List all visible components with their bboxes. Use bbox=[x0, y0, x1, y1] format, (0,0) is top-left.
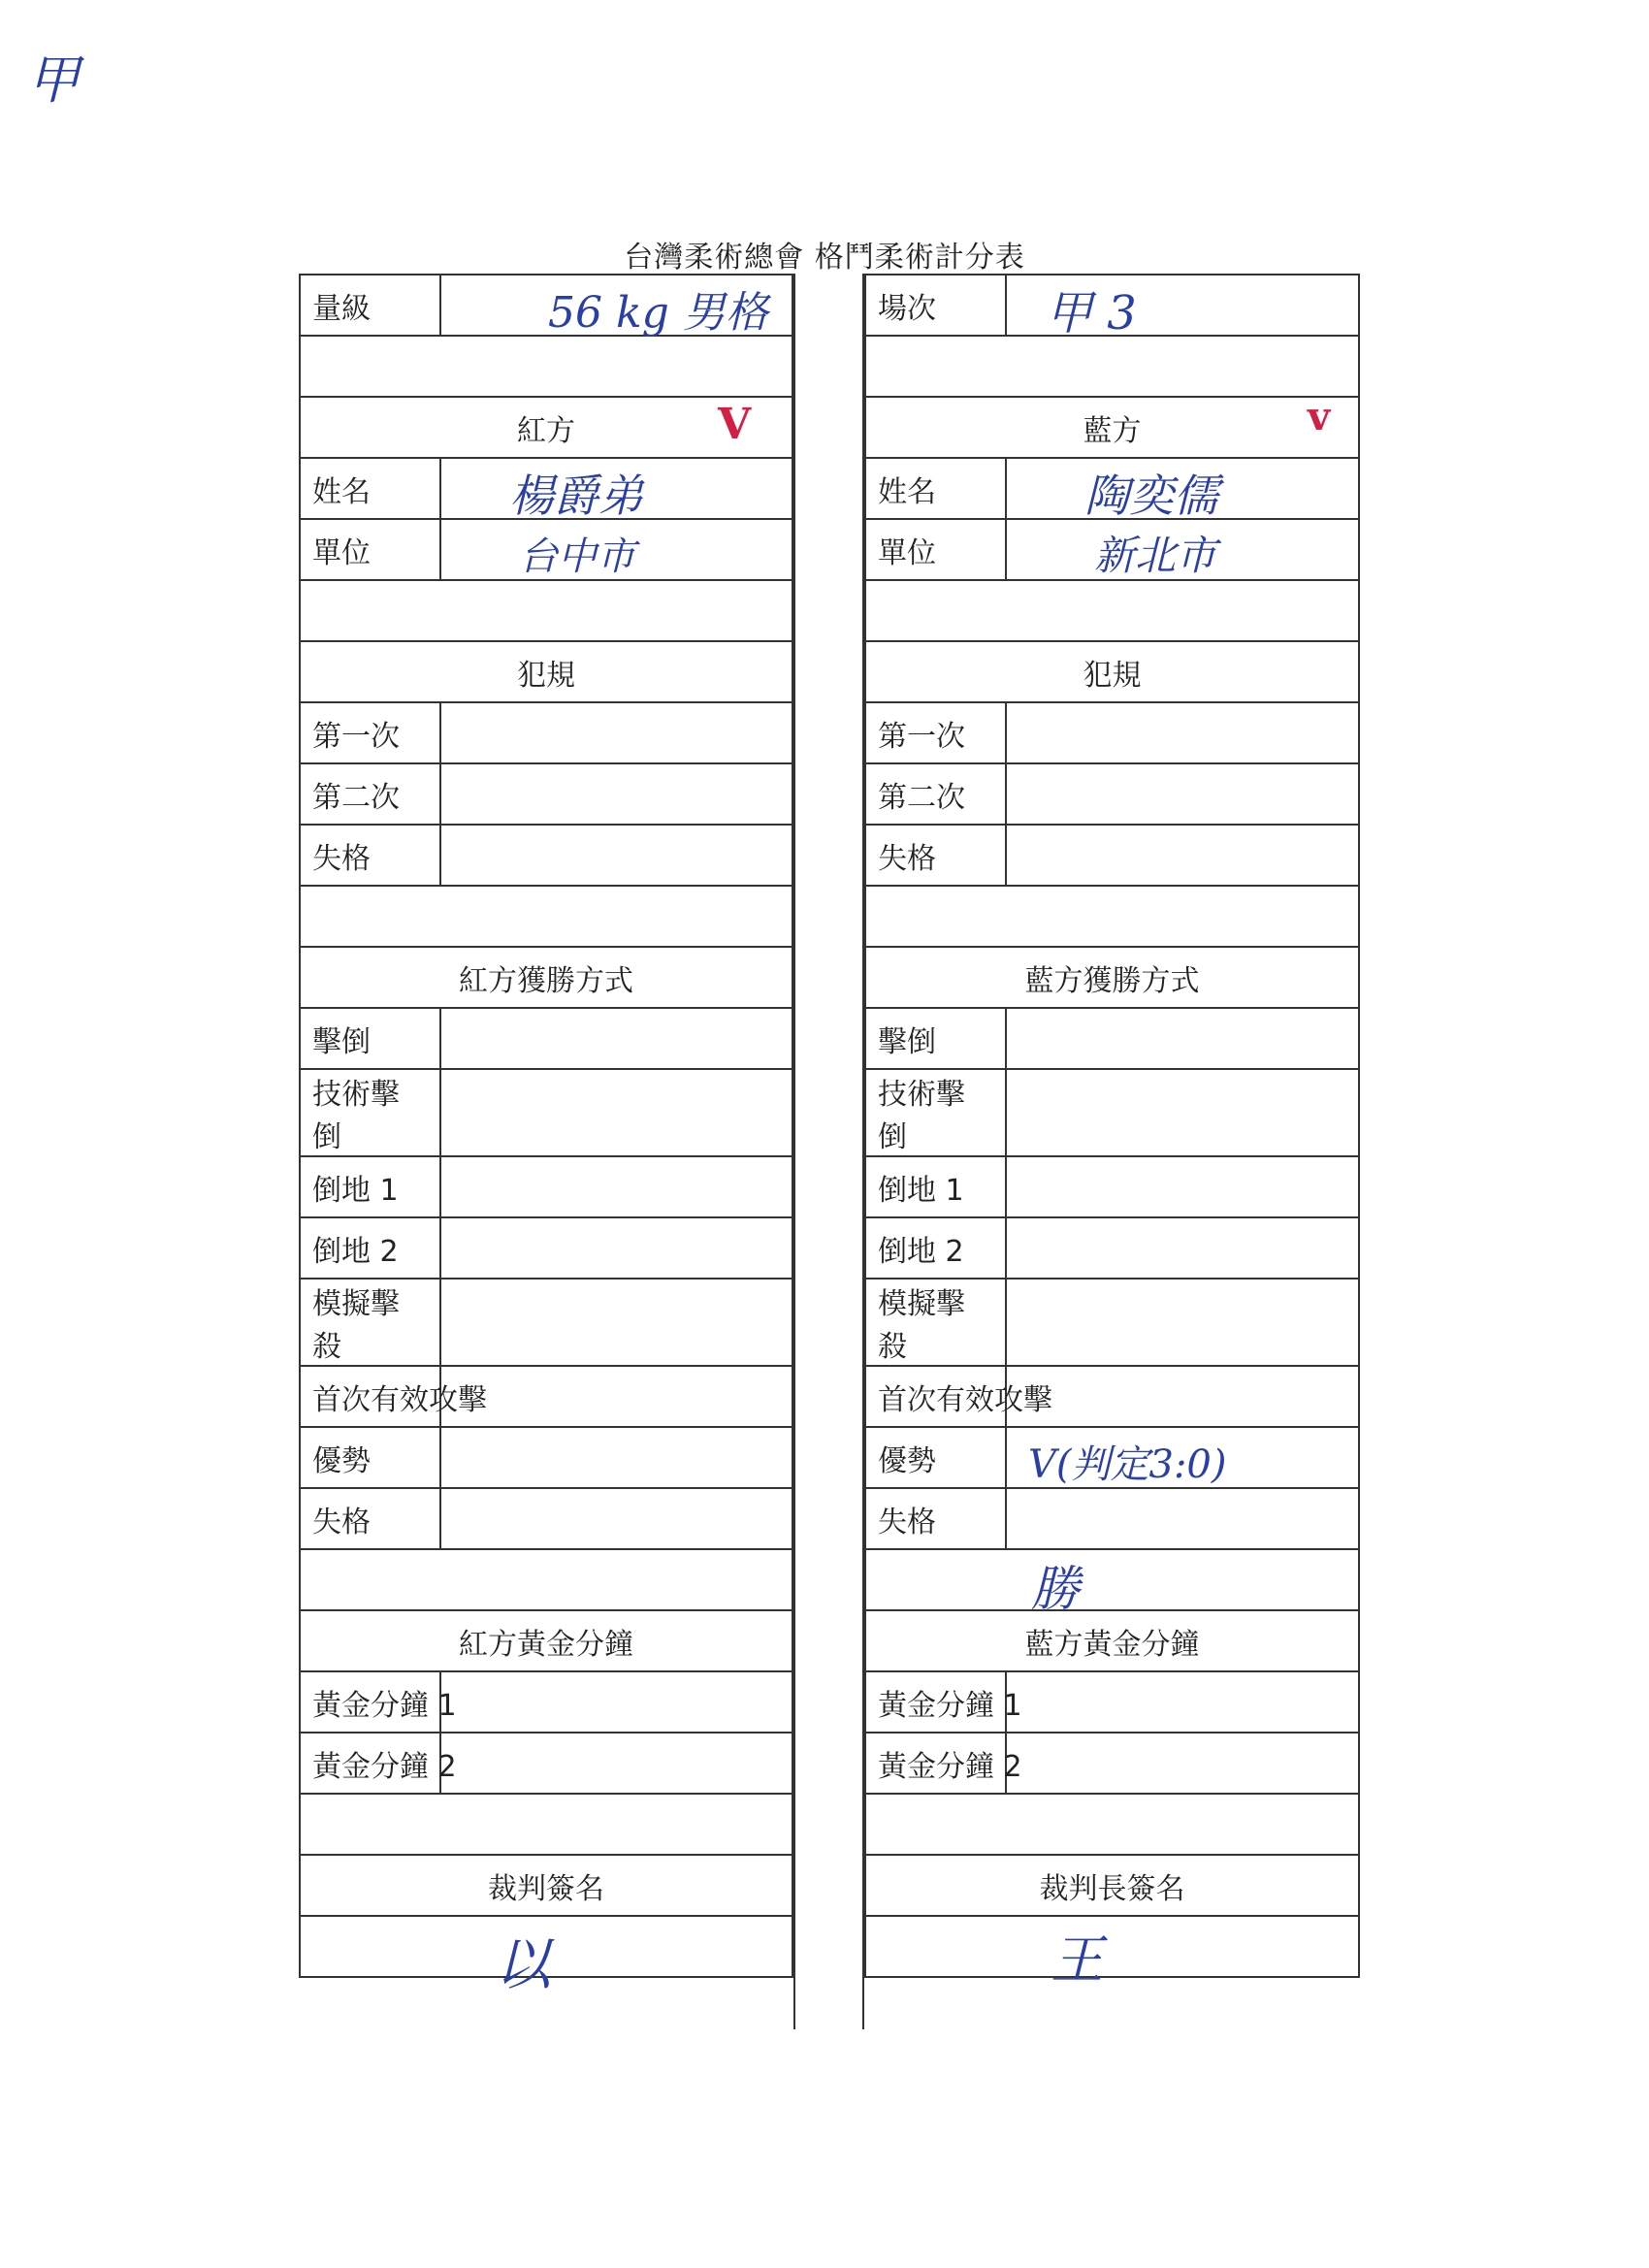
blue-golden-label: 黃金分鐘 1 bbox=[865, 1671, 1006, 1733]
red-golden-field[interactable] bbox=[440, 1733, 792, 1794]
blue-foul-field[interactable] bbox=[1006, 825, 1359, 886]
weight-class-value: 56 kg 男格 bbox=[548, 288, 768, 338]
blue-golden-field[interactable] bbox=[1006, 1733, 1359, 1794]
blue-unit-value: 新北市 bbox=[1094, 532, 1217, 579]
red-win-field[interactable] bbox=[440, 1427, 792, 1488]
red-win-field[interactable] bbox=[440, 1366, 792, 1427]
weight-class-field[interactable] bbox=[440, 275, 792, 336]
blue-win-field[interactable] bbox=[1006, 1279, 1359, 1366]
blue-win-label: 倒地 2 bbox=[865, 1217, 1006, 1279]
spacer-row bbox=[300, 336, 792, 397]
red-fouls-header: 犯規 bbox=[300, 641, 792, 702]
match-no-label: 場次 bbox=[865, 275, 1006, 336]
red-name-field[interactable] bbox=[440, 458, 792, 522]
spacer-row bbox=[865, 886, 1359, 947]
blue-foul-label: 失格 bbox=[865, 825, 1006, 886]
blue-win-field[interactable] bbox=[1006, 1488, 1359, 1549]
blue-win-label: 倒地 1 bbox=[865, 1156, 1006, 1217]
red-score-table bbox=[299, 274, 793, 1997]
center-divider bbox=[793, 274, 864, 2029]
blue-golden-field[interactable] bbox=[1006, 1671, 1359, 1733]
referee-signature: 以 bbox=[495, 1931, 552, 1997]
red-check-mark: V bbox=[718, 400, 752, 449]
spacer-row bbox=[865, 336, 1359, 397]
chief-referee-signature-field[interactable] bbox=[865, 1916, 1359, 1991]
red-name-label: 姓名 bbox=[300, 458, 440, 519]
red-win-field[interactable] bbox=[440, 1217, 792, 1279]
chief-referee-signature: 王 bbox=[1051, 1929, 1103, 1991]
red-unit-value: 台中市 bbox=[519, 535, 635, 579]
red-golden-field[interactable] bbox=[440, 1671, 792, 1733]
spacer-row bbox=[865, 1794, 1359, 1855]
blue-unit-field[interactable] bbox=[1006, 519, 1359, 580]
chief-referee-signature-header: 裁判長簽名 bbox=[865, 1855, 1359, 1916]
red-foul-label: 第二次 bbox=[300, 763, 440, 825]
blue-score-table bbox=[864, 274, 1360, 1991]
red-golden-minute-header: 紅方黃金分鐘 bbox=[300, 1610, 792, 1671]
blue-golden-label: 黃金分鐘 2 bbox=[865, 1733, 1006, 1794]
spacer-row bbox=[300, 886, 792, 947]
red-foul-label: 第一次 bbox=[300, 702, 440, 763]
red-unit-label: 單位 bbox=[300, 519, 440, 580]
blue-side-label: 藍方 bbox=[1083, 413, 1142, 448]
red-win-field[interactable] bbox=[440, 1069, 792, 1156]
blue-advantage-note: V(判定3:0) bbox=[1028, 1442, 1227, 1487]
blue-foul-field[interactable] bbox=[1006, 763, 1359, 825]
spacer-row bbox=[300, 1794, 792, 1855]
red-win-label: 優勢 bbox=[300, 1427, 440, 1488]
blue-fouls-header: 犯規 bbox=[865, 641, 1359, 702]
red-foul-field[interactable] bbox=[440, 763, 792, 825]
spacer-row bbox=[300, 580, 792, 641]
red-foul-field[interactable] bbox=[440, 702, 792, 763]
blue-golden-minute-header: 藍方黃金分鐘 bbox=[865, 1610, 1359, 1671]
blue-win-label: 優勢 bbox=[865, 1427, 1006, 1488]
red-win-field[interactable] bbox=[440, 1279, 792, 1366]
blue-win-note-row bbox=[865, 1549, 1359, 1617]
spacer-row bbox=[865, 580, 1359, 641]
blue-foul-field[interactable] bbox=[1006, 702, 1359, 763]
red-foul-label: 失格 bbox=[300, 825, 440, 886]
red-win-label: 擊倒 bbox=[300, 1008, 440, 1069]
blue-side-header bbox=[865, 394, 1359, 458]
weight-class-label: 量級 bbox=[300, 275, 440, 336]
red-win-label: 模擬擊殺 bbox=[300, 1279, 440, 1366]
blue-foul-label: 第一次 bbox=[865, 702, 1006, 763]
blue-unit-label: 單位 bbox=[865, 519, 1006, 580]
red-win-label: 失格 bbox=[300, 1488, 440, 1549]
red-side-label: 紅方 bbox=[517, 413, 575, 448]
blue-foul-label: 第二次 bbox=[865, 763, 1006, 825]
blue-check-mark: v bbox=[1308, 394, 1331, 439]
red-golden-label: 黃金分鐘 1 bbox=[300, 1671, 440, 1733]
blue-advantage-field[interactable] bbox=[1006, 1427, 1359, 1488]
red-unit-field[interactable] bbox=[440, 519, 792, 580]
match-no-field[interactable] bbox=[1006, 275, 1359, 340]
form-title: 台灣柔術總會 格鬥柔術計分表 bbox=[624, 241, 1025, 275]
spacer-row bbox=[300, 1549, 792, 1610]
referee-signature-header: 裁判簽名 bbox=[300, 1855, 792, 1916]
blue-win-field[interactable] bbox=[1006, 1008, 1359, 1069]
red-win-field[interactable] bbox=[440, 1008, 792, 1069]
blue-win-field[interactable] bbox=[1006, 1217, 1359, 1279]
red-name-value: 楊爵弟 bbox=[509, 470, 643, 522]
blue-name-label: 姓名 bbox=[865, 458, 1006, 519]
blue-win-label: 失格 bbox=[865, 1488, 1006, 1549]
blue-win-field[interactable] bbox=[1006, 1156, 1359, 1217]
red-win-field[interactable] bbox=[440, 1488, 792, 1549]
red-side-header bbox=[300, 397, 792, 458]
red-win-label: 倒地 2 bbox=[300, 1217, 440, 1279]
blue-win-label: 技術擊倒 bbox=[865, 1069, 1006, 1156]
blue-win-label: 首次有效攻擊 bbox=[865, 1366, 1006, 1427]
red-win-label: 倒地 1 bbox=[300, 1156, 440, 1217]
blue-win-method-header: 藍方獲勝方式 bbox=[865, 947, 1359, 1008]
blue-win-field[interactable] bbox=[1006, 1069, 1359, 1156]
blue-win-label: 擊倒 bbox=[865, 1008, 1006, 1069]
blue-win-label: 模擬擊殺 bbox=[865, 1279, 1006, 1366]
blue-win-field[interactable] bbox=[1006, 1366, 1359, 1427]
corner-handwritten-note: 甲 bbox=[27, 49, 80, 111]
match-no-value: 甲 3 bbox=[1046, 286, 1137, 340]
referee-signature-field[interactable] bbox=[300, 1916, 792, 1997]
red-golden-label: 黃金分鐘 2 bbox=[300, 1733, 440, 1794]
blue-name-value: 陶奕儒 bbox=[1084, 470, 1218, 522]
red-foul-field[interactable] bbox=[440, 825, 792, 886]
red-win-field[interactable] bbox=[440, 1156, 792, 1217]
red-win-method-header: 紅方獲勝方式 bbox=[300, 947, 792, 1008]
red-win-label: 首次有效攻擊 bbox=[300, 1366, 440, 1427]
red-win-label: 技術擊倒 bbox=[300, 1069, 440, 1156]
blue-win-note: 勝 bbox=[1031, 1561, 1080, 1617]
blue-name-field[interactable] bbox=[1006, 458, 1359, 522]
